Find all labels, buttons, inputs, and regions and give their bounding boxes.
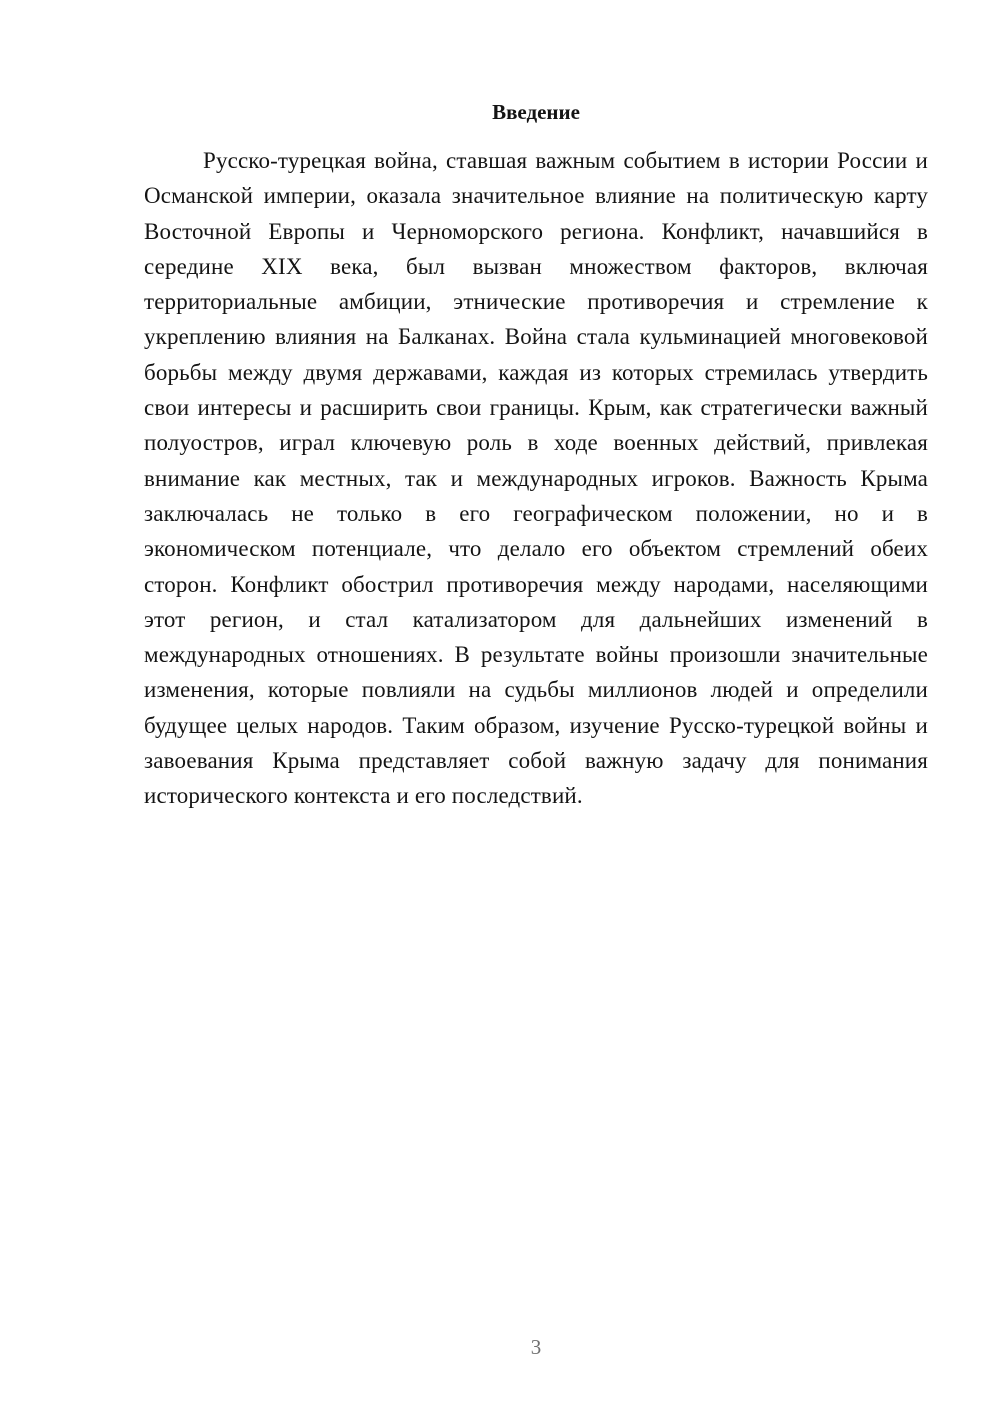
page-number: 3 bbox=[530, 1335, 542, 1359]
section-heading: Введение bbox=[492, 100, 580, 124]
body-paragraph: Русско-турецкая война, ставшая важным событием в истории России и Османской империи, оказала значительное влияние на политическую карту Восточной Европы и Черноморского региона. Конфликт, начавшийся в середине XIX века, был вызван множеством факторов, включая территориальные амбиции, этнические противоречия и стремление к укреплению влияния на Балканах. Война стала кульминацией многовековой борьбы между двумя державами, каждая из которых стремилась утвердить свои интересы и расширить свои границы. Крым, как стратегически важный полуостров, играл ключевую роль в ходе военных действий, привлекая внимание как местных, так и международных игроков. Важность Крыма заключалась не только в его географическом положении, но и в экономическом потенциале, что делало его объектом стремлений обеих сторон. Конфликт обострил противоречия между народами, населяющими этот регион, и стал катализатором для дальнейших изменений в международных отношениях. В результате войны произошли значительные изменения, которые повлияли на судьбы миллионов людей и определили будущее целых народов. Таким образом, изучение Русско-турецкой войны и завоевания Крыма представляет собой важную задачу для понимания исторического контекста и его последствий. bbox=[144, 148, 928, 809]
